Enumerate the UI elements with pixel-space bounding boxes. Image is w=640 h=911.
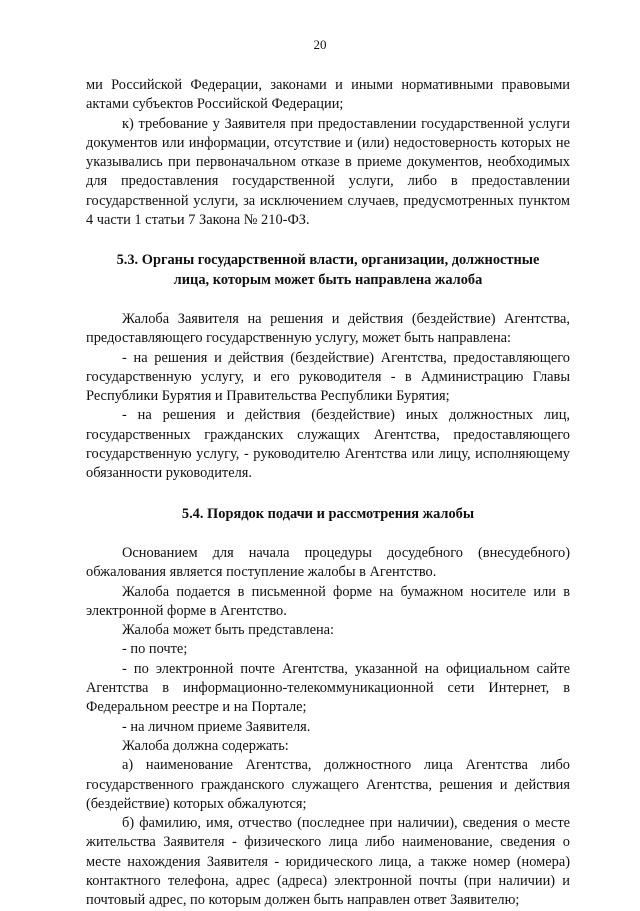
spacer <box>86 484 570 505</box>
paragraph-complaint-to-head: - на решения и действия (бездействие) иных должностных лиц, государственных гражданских служащих Агентства, предоставляющего государственную услугу, - руководителю Агентства или лицу, исполняющему обязанности руководителя. <box>86 407 570 482</box>
list-item-in-person: - на личном приеме Заявителя. <box>122 718 311 735</box>
paragraph-complaint-direction: Жалоба Заявителя на решения и действия (бездействие) Агентства, предоставляющего государственную услугу, может быть направлена: <box>86 310 570 347</box>
paragraph-submission-form: Жалоба подается в письменной форме на бумажном носителе или в электронной форме в Агентство. <box>86 583 570 619</box>
list-item-a: а) наименование Агентства, должностного лица Агентства либо государственного гражданского служащего Агентства, решения и действия (бездействие) которых обжалуются; <box>86 757 570 812</box>
section-heading-5-3-line2: лица, которым может быть направлена жалоба <box>173 271 483 288</box>
section-heading-5-3-line1: 5.3. Органы государственной власти, организации, должностные <box>116 252 540 269</box>
paragraph-submission-ways: Жалоба может быть представлена: <box>122 622 335 639</box>
section-heading-5-4: 5.4. Порядок подачи и рассмотрения жалобы <box>181 505 475 522</box>
paragraph-complaint-contents: Жалоба должна содержать: <box>122 737 289 754</box>
document-body <box>86 76 570 911</box>
spacer <box>86 290 570 310</box>
paragraph-continuation: ми Российской Федерации, законами и иными нормативными правовыми актами субъектов Российской Федерации; <box>86 77 570 113</box>
spacer <box>86 524 570 544</box>
spacer <box>86 230 570 251</box>
paragraph-grounds: Основанием для начала процедуры досудебного (внесудебного) обжалования является поступление жалобы в Агентство. <box>86 544 570 581</box>
paragraph-complaint-to-administration: - на решения и действия (бездействие) Агентства, предоставляющего государственную услугу, и его руководителя - в Администрацию Главы Республики Бурятия и Правительства Республики Бурятия; <box>86 349 570 405</box>
list-item-by-mail: - по почте; <box>122 641 188 658</box>
paragraph-item-k: к) требование у Заявителя при предоставлении государственной услуги документов или информации, отсутствие и (или) недостоверность которых не указывались при первоначальном отказе в приеме документов, необходимых для предоставления государственной услуги, либо в предоставлении государственной услуги, за исключением случаев, предусмотренных пунктом 4 части 1 статьи 7 Закона № 210-ФЗ. <box>86 115 570 229</box>
section-heading-5-3 <box>86 251 570 290</box>
list-item-by-email: - по электронной почте Агентства, указанной на официальном сайте Агентства в информационно-телекоммуникационной сети Интернет, в Федеральном реестре и на Портале; <box>86 660 570 716</box>
page-number: 20 <box>313 37 327 52</box>
list-item-b: б) фамилию, имя, отчество (последнее при наличии), сведения о месте жительства Заявителя - физического лица либо наименование, сведения о месте нахождения Заявителя - юридического лица, а также номер (номера) контактного телефона, адрес (адреса) электронной почты (при наличии) и почтовый адрес, по которым должен быть направлен ответ Заявителю; <box>86 815 570 909</box>
